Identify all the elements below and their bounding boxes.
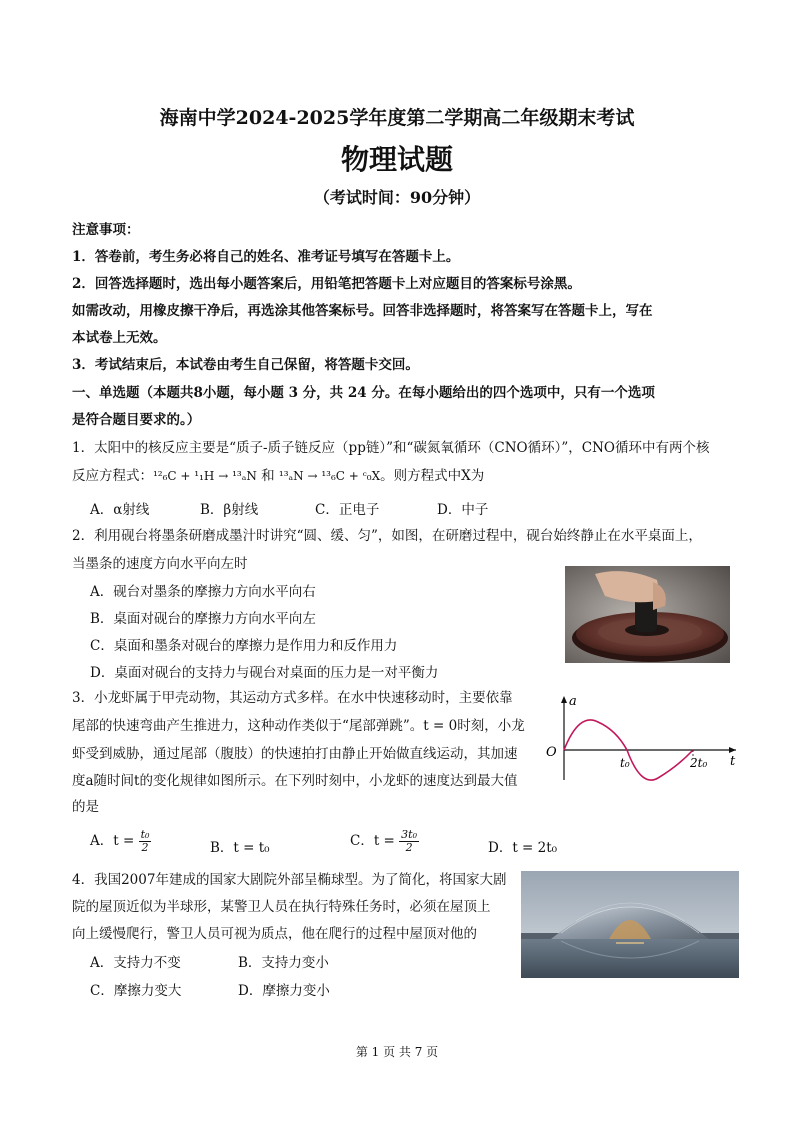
q1-stem-line1: 1．太阳中的核反应主要是“质子-质子链反应（pp链）”和“碳氮氧循环（CNO循环）”，CNO循环中有两个核 [72, 440, 710, 456]
q4-stem-line: 向上缓慢爬行，警卫人员可视为质点，他在爬行的过程中屋顶对他的 [72, 926, 477, 942]
q4-option-d: D．摩擦力变小 [238, 983, 330, 999]
q1-stem-line2 [72, 466, 484, 486]
note-line: 1．答卷前，考生务必将自己的姓名、准考证号填写在答题卡上。 [72, 249, 460, 265]
axis-label-t: t [730, 754, 736, 769]
page-number: 第 1 页 共 7 页 [355, 1045, 439, 1059]
q3-option-a: A．t = $\frac{\text{t₀}}{2}$ [90, 828, 150, 854]
fraction: $\frac{\text{3t₀}}{2}$ [401, 828, 417, 854]
q4-option-c: C．摩擦力变大 [90, 983, 182, 999]
section-heading-cont: 是符合题目要求的。） [72, 412, 201, 428]
grand-theatre-photo [521, 871, 739, 978]
q2-option-b: B．桌面对砚台的摩擦力方向水平向左 [90, 611, 316, 627]
tick-label-2t0: 2t₀ [690, 756, 708, 770]
q3-stem-line: 度a随时间t的变化规律如图所示。在下列时刻中，小龙虾的速度达到最大值 [72, 773, 518, 789]
q4-option-a: A．支持力不变 [90, 955, 181, 971]
subject-title: 物理试题 [340, 143, 453, 176]
note-line: 本试卷上无效。 [72, 330, 167, 346]
tick-label-t0: t₀ [620, 756, 630, 770]
q1-option-a: A．α射线 [90, 502, 150, 518]
q1-option-b: B．β射线 [200, 502, 259, 518]
q1-option-d: D．中子 [437, 502, 489, 518]
note-line: 2．回答选择题时，选出每小题答案后，用铅笔把答题卡上对应题目的答案标号涂黑。 [72, 276, 581, 292]
section-heading: 一、单选题（本题共8小题，每小题 3 分，共 24 分。在每小题给出的四个选项中，只有一个选项 [72, 385, 655, 401]
note-line: 如需改动，用橡皮擦干净后，再选涂其他答案标号。回答非选择题时，将答案写在答题卡上，写在 [72, 303, 653, 319]
axis-label-a: a [569, 694, 577, 709]
q1-equation-2: ¹³ₐN → ¹³₆C + ᶜ₀X [278, 469, 381, 483]
q4-option-b: B．支持力变小 [238, 955, 329, 971]
q2-option-d: D．桌面对砚台的支持力与砚台对桌面的压力是一对平衡力 [90, 665, 439, 681]
note-line: 3．考试结束后，本试卷由考生自己保留，将答题卡交回。 [72, 357, 419, 373]
exam-time: （考试时间：90分钟） [313, 188, 481, 207]
fraction: $\frac{\text{t₀}}{2}$ [140, 828, 150, 854]
q2-option-c: C．桌面和墨条对砚台的摩擦力是作用力和反作用力 [90, 638, 398, 654]
q2-stem-line1: 2．利用砚台将墨条研磨成墨汁时讲究“圆、缓、匀”，如图，在研磨过程中，砚台始终静止在水平桌面上， [72, 528, 702, 544]
q1-equation-1: ¹²₆C + ¹₁H → ¹³ₐN [153, 469, 257, 483]
acceleration-time-graph [540, 692, 740, 782]
q3-option-d: D．t = 2t₀ [488, 840, 558, 856]
q3-option-c: C．t = $\frac{\text{3t₀}}{2}$ [350, 828, 417, 854]
q3-stem-line: 3．小龙虾属于甲壳动物，其运动方式多样。在水中快速移动时，主要依靠 [72, 690, 513, 706]
q2-stem-line2: 当墨条的速度方向水平向左时 [72, 556, 248, 572]
q1-prefix: 反应方程式： [72, 468, 153, 484]
q1-eq-and: 和 [256, 468, 279, 484]
notes-heading: 注意事项： [72, 222, 140, 238]
q4-stem-line: 院的屋顶近似为半球形，某警卫人员在执行特殊任务时，必须在屋顶上 [72, 899, 491, 915]
school-title: 海南中学2024-2025学年度第二学期高二年级期末考试 [159, 107, 635, 129]
q3-stem-line: 虾受到威胁，通过尾部（腹肢）的快速拍打由静止开始做直线运动，其加速 [72, 746, 518, 762]
q2-option-a: A．砚台对墨条的摩擦力方向水平向右 [90, 584, 316, 600]
q1-suffix: 。则方程式中X为 [380, 468, 485, 484]
q4-stem-line: 4．我国2007年建成的国家大剧院外部呈椭球型。为了简化，将国家大剧 [72, 872, 507, 888]
origin-label: O [546, 745, 557, 760]
inkstone-photo [565, 566, 730, 663]
q3-option-b: B．t = t₀ [210, 840, 270, 856]
q3-stem-line: 的是 [72, 799, 99, 815]
q3-stem-line: 尾部的快速弯曲产生推进力，这种动作类似于“尾部弹跳”。t = 0时刻，小龙 [72, 718, 525, 734]
q1-option-c: C．正电子 [315, 502, 380, 518]
